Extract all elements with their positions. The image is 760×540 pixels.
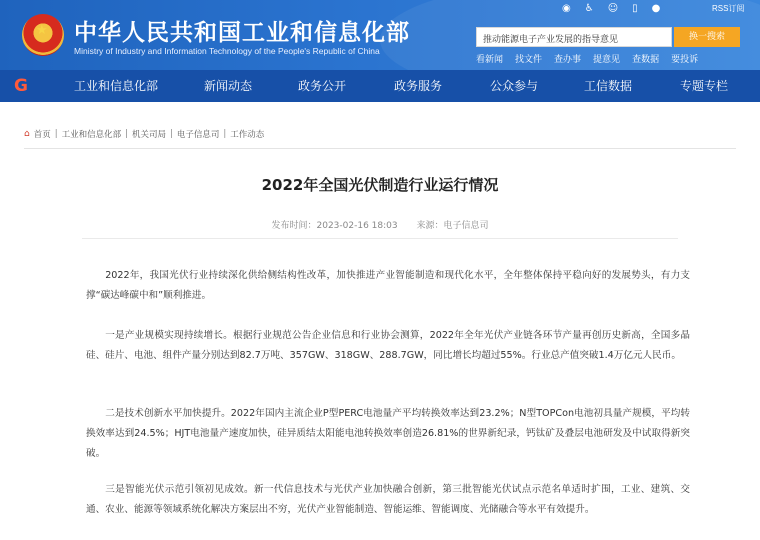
weibo-icon[interactable]: ◉ [562, 3, 571, 14]
quick-link-services[interactable]: 查办事 [554, 55, 582, 65]
home-icon: ⌂ [24, 129, 30, 139]
meta-divider [82, 238, 678, 239]
breadcrumb-electronics-dept[interactable]: 电子信息司 [176, 130, 220, 140]
elderly-mode-icon[interactable]: ☺ [607, 3, 619, 14]
breadcrumb-ministry[interactable]: 工业和信息化部 [61, 130, 122, 140]
nav-item-news[interactable]: 新闻动态 [204, 79, 253, 93]
breadcrumb [24, 128, 264, 140]
site-logo-icon[interactable]: G [14, 76, 28, 96]
publish-time: 发布时间：2023-02-16 18:03 [271, 221, 398, 231]
accessibility-icon[interactable]: ♿ [584, 3, 594, 14]
quick-link-data[interactable]: 查数据 [632, 55, 660, 65]
nav-item-gov-services[interactable]: 政务服务 [394, 79, 443, 93]
nav-item-topics[interactable]: 专题专栏 [680, 79, 729, 93]
site-header [0, 0, 760, 70]
national-emblem-icon[interactable]: ★ [22, 14, 64, 56]
breadcrumb-separator: | [170, 129, 173, 139]
breadcrumb-separator: | [54, 129, 58, 139]
quick-link-news[interactable]: 看新闻 [476, 55, 504, 65]
breadcrumb-divider [24, 148, 736, 149]
breadcrumb-work-news[interactable]: 工作动态 [230, 130, 265, 140]
top-utility-icons [562, 2, 674, 16]
quick-link-complaint[interactable]: 要投诉 [671, 55, 699, 65]
article-paragraph: 三是智能光伏示范引领初见成效。新一代信息技术与光伏产业加快融合创新，第三批智能光伏试点示范名单适时扩围，工业、建筑、交通、农业、能源等领域系统化解决方案层出不穷，光伏产业智能制造、智能运维、智能调度、光储融合等水平有效提升。 [86, 484, 690, 515]
article-source: 来源：电子信息司 [416, 221, 489, 231]
nav-item-gov-affairs[interactable]: 政务公开 [298, 79, 347, 93]
search-input[interactable]: 推动能源电子产业发展的指导意见 [476, 27, 672, 47]
article-paragraph: 一是产业规模实现持续增长。根据行业规范公告企业信息和行业协会测算，2022年全年光伏产业链各环节产量再创历史新高，全国多晶硅、硅片、电池、组件产量分别达到82.7万吨、357GW、318GW、288.7GW，同比增长均超过55%。行业总产值突破1.4万亿元人民币。 [86, 330, 690, 361]
quick-link-feedback[interactable]: 提意见 [593, 55, 621, 65]
article-meta [0, 218, 760, 231]
nav-item-participation[interactable]: 公众参与 [490, 79, 539, 93]
quick-links [476, 52, 710, 65]
search-button[interactable]: 换一搜索 [674, 27, 740, 47]
main-nav [0, 70, 760, 102]
article-paragraph: 2022年，我国光伏行业持续深化供给侧结构性改革，加快推进产业智能制造和现代化水平，全年整体保持平稳向好的发展势头，有力支撑“碳达峰碳中和”顺利推进。 [86, 270, 690, 301]
nav-item-data[interactable]: 工信数据 [584, 79, 633, 93]
site-title[interactable]: 中华人民共和国工业和信息化部 [74, 20, 410, 46]
article-paragraph: 二是技术创新水平加快提升。2022年国内主流企业P型PERC电池量产平均转换效率达到23.2%；N型TOPCon电池初具量产规模，平均转换效率达到24.5%；HJT电池量产速度加快，硅异质结太阳能电池转换效率创造26.81%的世界新纪录，钙钛矿及叠层电池研发及中试取得新突破。 [86, 408, 690, 459]
mobile-icon[interactable]: ▯ [632, 3, 638, 14]
breadcrumb-departments[interactable]: 机关司局 [132, 130, 167, 140]
breadcrumb-home[interactable]: 首页 [33, 130, 51, 140]
user-icon[interactable]: ● [651, 3, 661, 14]
quick-link-files[interactable]: 找文件 [515, 55, 543, 65]
article-title: 2022年全国光伏制造行业运行情况 [261, 176, 499, 194]
site-subtitle: Ministry of Industry and Information Technology of the People's Republic of China [74, 46, 380, 56]
breadcrumb-separator: | [223, 129, 227, 139]
rss-link[interactable]: RSS订阅 [712, 4, 745, 13]
breadcrumb-separator: | [125, 129, 128, 139]
nav-item-ministry[interactable]: 工业和信息化部 [74, 79, 159, 93]
